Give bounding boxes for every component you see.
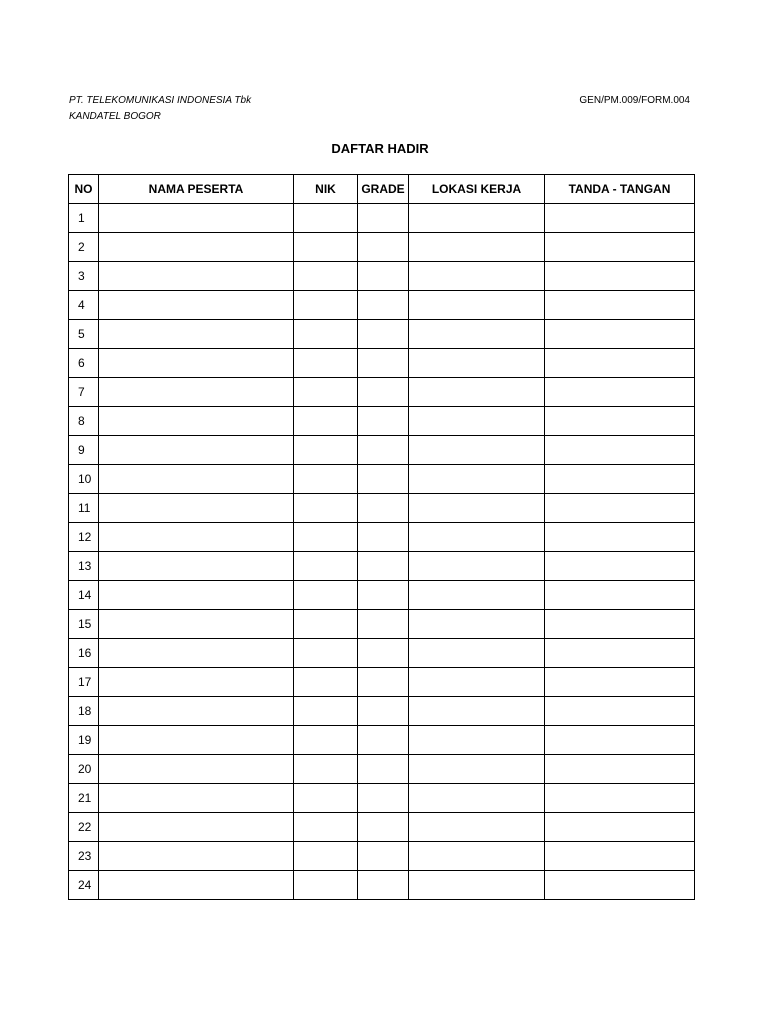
tanda-tangan-cell[interactable] xyxy=(545,552,695,581)
tanda-tangan-cell[interactable] xyxy=(545,726,695,755)
lokasi-kerja-cell[interactable] xyxy=(409,552,545,581)
nama-peserta-cell[interactable] xyxy=(99,842,294,871)
table-row xyxy=(69,262,695,291)
table-row xyxy=(69,668,695,697)
tanda-tangan-cell[interactable] xyxy=(545,523,695,552)
nama-peserta-cell[interactable] xyxy=(99,552,294,581)
nik-cell[interactable] xyxy=(294,639,358,668)
row-number: 7 xyxy=(69,378,99,407)
nama-peserta-cell[interactable] xyxy=(99,262,294,291)
tanda-tangan-cell[interactable] xyxy=(545,233,695,262)
nama-peserta-cell[interactable] xyxy=(99,726,294,755)
nik-cell[interactable] xyxy=(294,610,358,639)
nama-peserta-cell[interactable] xyxy=(99,349,294,378)
lokasi-kerja-cell[interactable] xyxy=(409,813,545,842)
tanda-tangan-cell[interactable] xyxy=(545,842,695,871)
grade-cell[interactable] xyxy=(358,697,409,726)
tanda-tangan-cell[interactable] xyxy=(545,378,695,407)
nik-cell[interactable] xyxy=(294,581,358,610)
lokasi-kerja-cell[interactable] xyxy=(409,668,545,697)
row-number: 16 xyxy=(69,639,99,668)
tanda-tangan-cell[interactable] xyxy=(545,668,695,697)
grade-cell[interactable] xyxy=(358,639,409,668)
lokasi-kerja-cell[interactable] xyxy=(409,726,545,755)
table-row xyxy=(69,813,695,842)
lokasi-kerja-cell[interactable] xyxy=(409,378,545,407)
row-number: 18 xyxy=(69,697,99,726)
tanda-tangan-cell[interactable] xyxy=(545,465,695,494)
column-header-nik: NIK xyxy=(294,175,358,204)
lokasi-kerja-cell[interactable] xyxy=(409,436,545,465)
table-row xyxy=(69,407,695,436)
nik-cell[interactable] xyxy=(294,784,358,813)
nama-peserta-cell[interactable] xyxy=(99,668,294,697)
nik-cell[interactable] xyxy=(294,436,358,465)
table-row xyxy=(69,465,695,494)
table-row xyxy=(69,784,695,813)
table-row xyxy=(69,233,695,262)
column-header-tanda-tangan: TANDA - TANGAN xyxy=(545,175,695,204)
tanda-tangan-cell[interactable] xyxy=(545,871,695,900)
tanda-tangan-cell[interactable] xyxy=(545,494,695,523)
lokasi-kerja-cell[interactable] xyxy=(409,610,545,639)
grade-cell[interactable] xyxy=(358,552,409,581)
nama-peserta-cell[interactable] xyxy=(99,523,294,552)
table-row xyxy=(69,494,695,523)
nik-cell[interactable] xyxy=(294,204,358,233)
lokasi-kerja-cell[interactable] xyxy=(409,233,545,262)
row-number: 21 xyxy=(69,784,99,813)
nik-cell[interactable] xyxy=(294,813,358,842)
nik-cell[interactable] xyxy=(294,697,358,726)
tanda-tangan-cell[interactable] xyxy=(545,813,695,842)
branch-name: KANDATEL BOGOR xyxy=(69,111,161,122)
lokasi-kerja-cell[interactable] xyxy=(409,581,545,610)
nik-cell[interactable] xyxy=(294,871,358,900)
table-row xyxy=(69,697,695,726)
nama-peserta-cell[interactable] xyxy=(99,697,294,726)
grade-cell[interactable] xyxy=(358,465,409,494)
nik-cell[interactable] xyxy=(294,233,358,262)
table-header-row xyxy=(69,175,695,204)
grade-cell[interactable] xyxy=(358,726,409,755)
lokasi-kerja-cell[interactable] xyxy=(409,262,545,291)
nik-cell[interactable] xyxy=(294,407,358,436)
grade-cell[interactable] xyxy=(358,668,409,697)
grade-cell[interactable] xyxy=(358,784,409,813)
lokasi-kerja-cell[interactable] xyxy=(409,755,545,784)
nik-cell[interactable] xyxy=(294,291,358,320)
grade-cell[interactable] xyxy=(358,204,409,233)
lokasi-kerja-cell[interactable] xyxy=(409,349,545,378)
table-row xyxy=(69,552,695,581)
nama-peserta-cell[interactable] xyxy=(99,784,294,813)
nik-cell[interactable] xyxy=(294,320,358,349)
nik-cell[interactable] xyxy=(294,523,358,552)
nik-cell[interactable] xyxy=(294,668,358,697)
grade-cell[interactable] xyxy=(358,262,409,291)
nik-cell[interactable] xyxy=(294,755,358,784)
nama-peserta-cell[interactable] xyxy=(99,813,294,842)
tanda-tangan-cell[interactable] xyxy=(545,610,695,639)
row-number: 9 xyxy=(69,436,99,465)
table-row xyxy=(69,639,695,668)
grade-cell[interactable] xyxy=(358,407,409,436)
lokasi-kerja-cell[interactable] xyxy=(409,320,545,349)
row-number: 24 xyxy=(69,871,99,900)
row-number: 23 xyxy=(69,842,99,871)
nik-cell[interactable] xyxy=(294,552,358,581)
nama-peserta-cell[interactable] xyxy=(99,610,294,639)
lokasi-kerja-cell[interactable] xyxy=(409,697,545,726)
tanda-tangan-cell[interactable] xyxy=(545,349,695,378)
nama-peserta-cell[interactable] xyxy=(99,407,294,436)
grade-cell[interactable] xyxy=(358,233,409,262)
table-row xyxy=(69,378,695,407)
lokasi-kerja-cell[interactable] xyxy=(409,871,545,900)
table-row xyxy=(69,871,695,900)
nama-peserta-cell[interactable] xyxy=(99,755,294,784)
table-row xyxy=(69,755,695,784)
lokasi-kerja-cell[interactable] xyxy=(409,465,545,494)
nik-cell[interactable] xyxy=(294,378,358,407)
lokasi-kerja-cell[interactable] xyxy=(409,291,545,320)
lokasi-kerja-cell[interactable] xyxy=(409,494,545,523)
grade-cell[interactable] xyxy=(358,436,409,465)
lokasi-kerja-cell[interactable] xyxy=(409,842,545,871)
lokasi-kerja-cell[interactable] xyxy=(409,204,545,233)
grade-cell[interactable] xyxy=(358,581,409,610)
company-name: PT. TELEKOMUNIKASI INDONESIA Tbk xyxy=(69,95,252,106)
row-number: 6 xyxy=(69,349,99,378)
grade-cell[interactable] xyxy=(358,610,409,639)
lokasi-kerja-cell[interactable] xyxy=(409,784,545,813)
grade-cell[interactable] xyxy=(358,378,409,407)
nik-cell[interactable] xyxy=(294,842,358,871)
nama-peserta-cell[interactable] xyxy=(99,378,294,407)
nama-peserta-cell[interactable] xyxy=(99,204,294,233)
tanda-tangan-cell[interactable] xyxy=(545,320,695,349)
tanda-tangan-cell[interactable] xyxy=(545,697,695,726)
nama-peserta-cell[interactable] xyxy=(99,233,294,262)
attendance-table xyxy=(68,174,695,900)
form-code: GEN/PM.009/FORM.004 xyxy=(579,95,690,106)
nama-peserta-cell[interactable] xyxy=(99,320,294,349)
lokasi-kerja-cell[interactable] xyxy=(409,407,545,436)
table-row xyxy=(69,320,695,349)
table-row xyxy=(69,842,695,871)
row-number: 1 xyxy=(69,204,99,233)
row-number: 19 xyxy=(69,726,99,755)
row-number: 22 xyxy=(69,813,99,842)
nama-peserta-cell[interactable] xyxy=(99,871,294,900)
tanda-tangan-cell[interactable] xyxy=(545,581,695,610)
grade-cell[interactable] xyxy=(358,320,409,349)
nama-peserta-cell[interactable] xyxy=(99,436,294,465)
grade-cell[interactable] xyxy=(358,494,409,523)
grade-cell[interactable] xyxy=(358,291,409,320)
nama-peserta-cell[interactable] xyxy=(99,581,294,610)
nik-cell[interactable] xyxy=(294,465,358,494)
nik-cell[interactable] xyxy=(294,494,358,523)
table-row xyxy=(69,349,695,378)
row-number: 5 xyxy=(69,320,99,349)
document-title: DAFTAR HADIR xyxy=(331,141,429,156)
row-number: 15 xyxy=(69,610,99,639)
lokasi-kerja-cell[interactable] xyxy=(409,639,545,668)
nama-peserta-cell[interactable] xyxy=(99,639,294,668)
table-row xyxy=(69,291,695,320)
tanda-tangan-cell[interactable] xyxy=(545,407,695,436)
table-row xyxy=(69,726,695,755)
row-number: 3 xyxy=(69,262,99,291)
grade-cell[interactable] xyxy=(358,349,409,378)
table-row xyxy=(69,523,695,552)
table-body xyxy=(69,204,695,900)
table-row xyxy=(69,436,695,465)
grade-cell[interactable] xyxy=(358,755,409,784)
lokasi-kerja-cell[interactable] xyxy=(409,523,545,552)
nik-cell[interactable] xyxy=(294,262,358,291)
column-header-lokasi-kerja: LOKASI KERJA xyxy=(409,175,545,204)
row-number: 8 xyxy=(69,407,99,436)
column-header-no: NO xyxy=(69,175,99,204)
row-number: 10 xyxy=(69,465,99,494)
tanda-tangan-cell[interactable] xyxy=(545,436,695,465)
row-number: 2 xyxy=(69,233,99,262)
tanda-tangan-cell[interactable] xyxy=(545,755,695,784)
nik-cell[interactable] xyxy=(294,726,358,755)
grade-cell[interactable] xyxy=(358,842,409,871)
nama-peserta-cell[interactable] xyxy=(99,465,294,494)
tanda-tangan-cell[interactable] xyxy=(545,204,695,233)
tanda-tangan-cell[interactable] xyxy=(545,262,695,291)
nama-peserta-cell[interactable] xyxy=(99,291,294,320)
table-row xyxy=(69,610,695,639)
row-number: 11 xyxy=(69,494,99,523)
row-number: 12 xyxy=(69,523,99,552)
tanda-tangan-cell[interactable] xyxy=(545,291,695,320)
tanda-tangan-cell[interactable] xyxy=(545,784,695,813)
column-header-nama-peserta: NAMA PESERTA xyxy=(99,175,294,204)
row-number: 14 xyxy=(69,581,99,610)
table-row xyxy=(69,581,695,610)
grade-cell[interactable] xyxy=(358,871,409,900)
tanda-tangan-cell[interactable] xyxy=(545,639,695,668)
row-number: 13 xyxy=(69,552,99,581)
grade-cell[interactable] xyxy=(358,523,409,552)
nama-peserta-cell[interactable] xyxy=(99,494,294,523)
row-number: 17 xyxy=(69,668,99,697)
table-row xyxy=(69,204,695,233)
column-header-grade: GRADE xyxy=(358,175,409,204)
nik-cell[interactable] xyxy=(294,349,358,378)
row-number: 20 xyxy=(69,755,99,784)
grade-cell[interactable] xyxy=(358,813,409,842)
row-number: 4 xyxy=(69,291,99,320)
